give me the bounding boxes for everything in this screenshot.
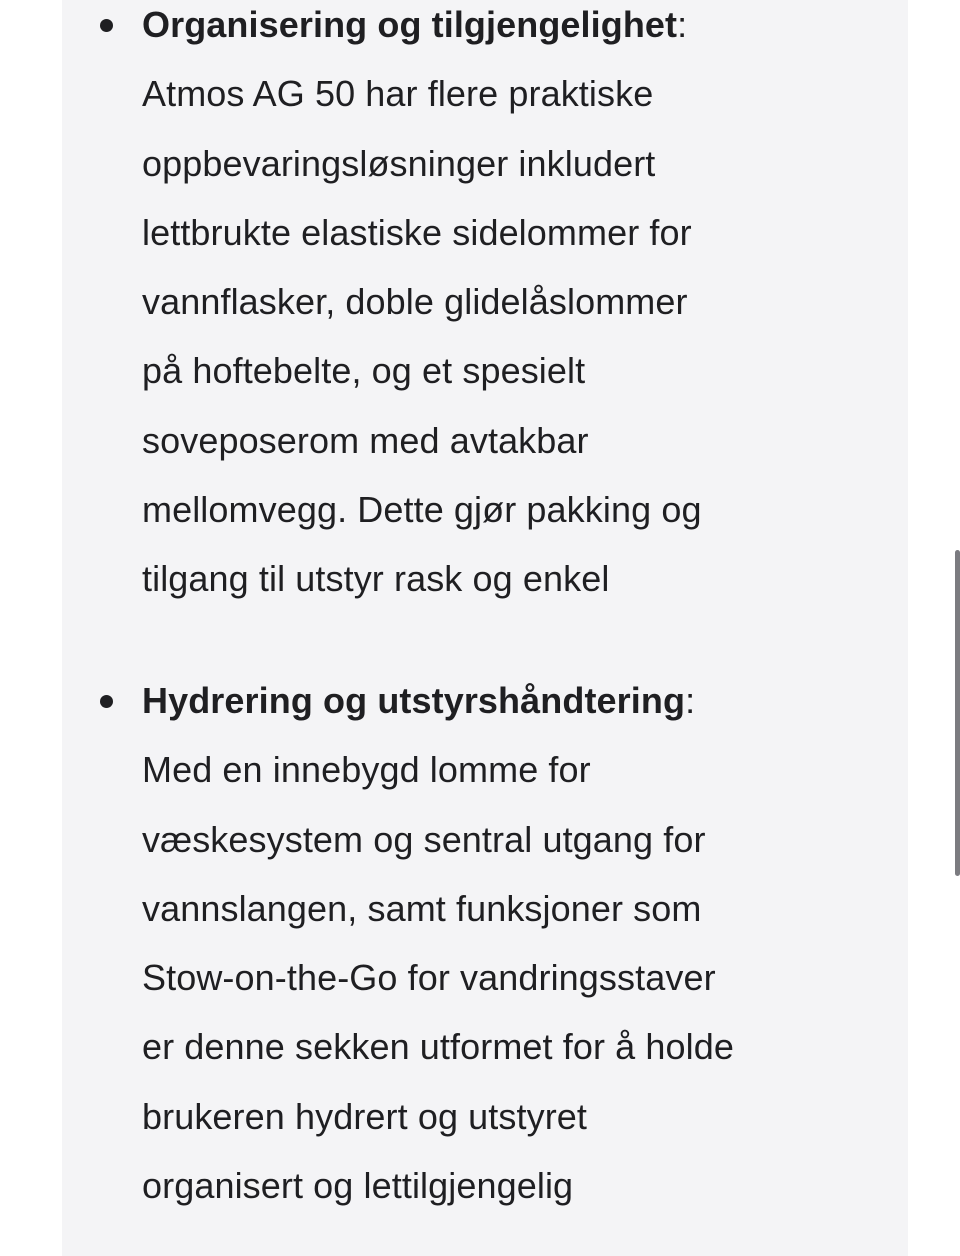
scrollbar[interactable] (955, 550, 960, 876)
item-text-line: oppbevaringsløsninger inkludert (142, 142, 656, 184)
item-text-line: Med en innebygd lomme for (142, 749, 591, 791)
item-text-line: vannslangen, samt funksjoner som (142, 887, 702, 929)
list-item (142, 666, 862, 1220)
item-text-line: væskesystem og sentral utgang for (142, 818, 706, 860)
item-text-line: lettbrukte elastiske sidelommer for (142, 211, 692, 253)
item-text-line: vannflasker, doble glidelåslommer (142, 281, 688, 323)
item-text-line: brukeren hydrert og utstyret (142, 1095, 588, 1137)
item-text-line: mellomvegg. Dette gjør pakking og (142, 489, 702, 531)
item-text-line: Atmos AG 50 har flere praktiske (142, 73, 654, 115)
item-text-line: tilgang til utstyr rask og enkel (142, 558, 610, 600)
item-colon: : (685, 680, 696, 721)
item-colon: : (677, 4, 688, 45)
bullet-dot-icon (100, 695, 113, 708)
item-text-line: Stow-on-the-Go for vandringsstaver (142, 957, 716, 999)
item-text-line: soveposerom med avtakbar (142, 419, 589, 461)
message-bubble (62, 0, 908, 1256)
item-title: Hydrering og utstyrshåndtering (142, 680, 686, 721)
bullet-dot-icon (100, 19, 113, 32)
list-item (142, 0, 862, 614)
item-text-line: organisert og lettilgjengelig (142, 1165, 574, 1207)
item-text-line: på hoftebelte, og et spesielt (142, 350, 586, 392)
item-text-line: er denne sekken utformet for å holde (142, 1026, 734, 1068)
item-title: Organisering og tilgjengelighet (142, 4, 678, 45)
